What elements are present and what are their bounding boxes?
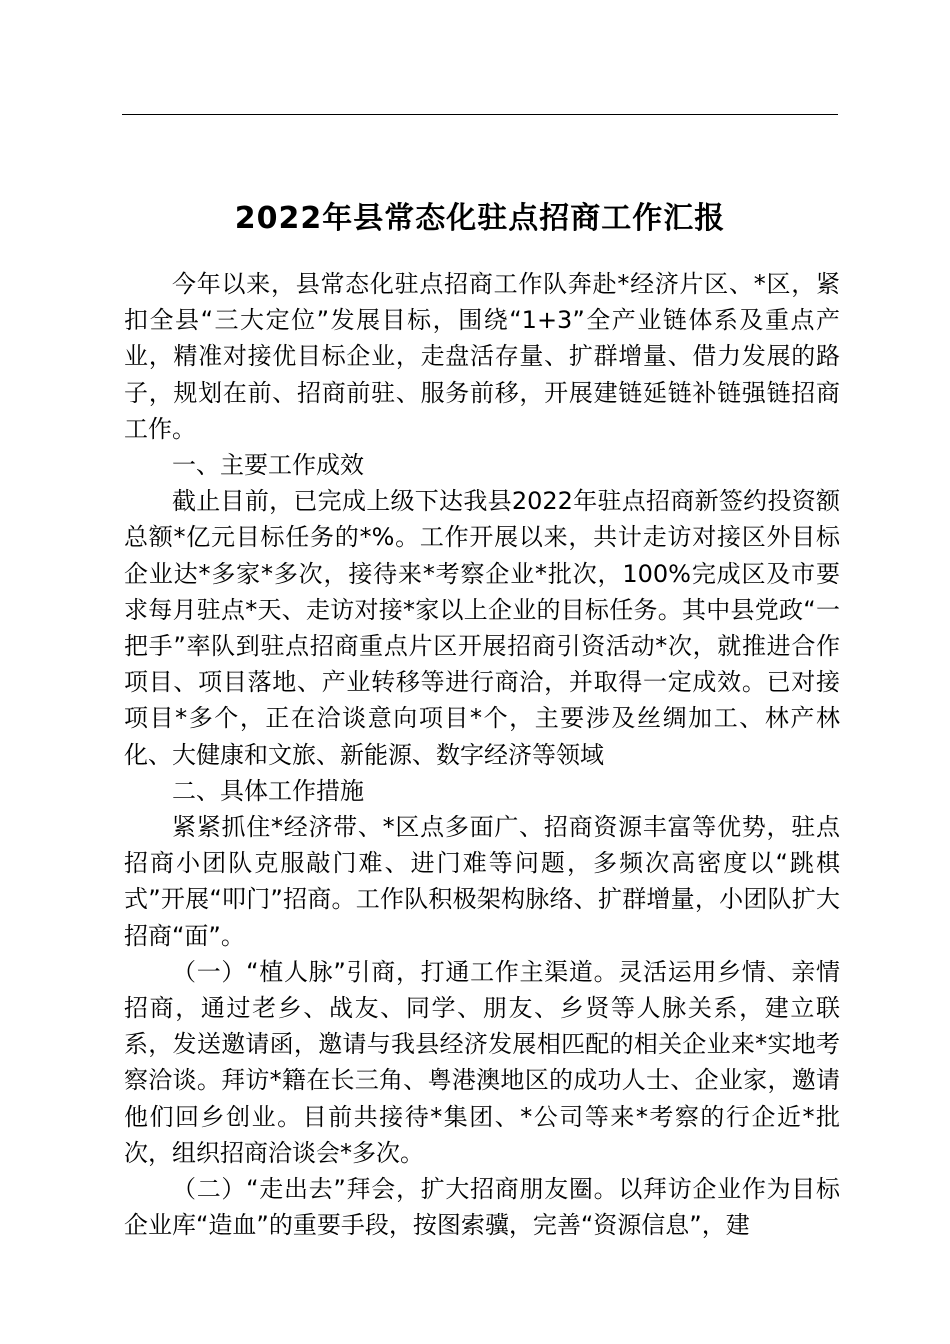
intro-paragraph: 今年以来，县常态化驻点招商工作队奔赴*经济片区、*区，紧扣全县“三大定位”发展目标，围绕“1+3”全产业链体系及重点产业，精准对接优目标企业，走盘活存量、扩群增量、借力发展的路子，规划在前、招商前驻、服务前移，开展建链延链补链强链招商工作。	[124, 270, 840, 443]
measure-one-paragraph: （一）“植人脉”引商，打通工作主渠道。灵活运用乡情、亲情招商，通过老乡、战友、同学、朋友、乡贤等人脉关系，建立联系，发送邀请函，邀请与我县经济发展相匹配的相关企业来*实地考察洽谈。拜访*籍在长三角、粤港澳地区的成功人士、企业家，邀请他们回乡创业。目前共接待*集团、*公司等来*考察的行企近*批次，组织招商洽谈会*多次。	[124, 957, 840, 1167]
document-title: 2022年县常态化驻点招商工作汇报	[234, 201, 726, 237]
document-body	[124, 266, 840, 1243]
section-heading-measures: 二、具体工作措施	[172, 776, 364, 805]
header-rule	[122, 114, 838, 115]
achievements-paragraph: 截止目前，已完成上级下达我县2022年驻点招商新签约投资额总额*亿元目标任务的*%。工作开展以来，共计走访对接区外目标企业达*多家*多次，接待来*考察企业*批次，100%完成区及市要求每月驻点*天、走访对接*家以上企业的目标任务。其中县党政“一把手”率队到驻点招商重点片区开展招商引资活动*次，就推进合作项目、项目落地、产业转移等进行商洽，并取得一定成效。已对接项目*多个，正在洽谈意向项目*个，主要涉及丝绸加工、林产林化、大健康和文旅、新能源、数字经济等领域	[124, 487, 840, 769]
measures-intro-paragraph: 紧紧抓住*经济带、*区点多面广、招商资源丰富等优势，驻点招商小团队克服敲门难、进门难等问题，多频次高密度以“跳棋式”开展“叩门”招商。工作队积极架构脉络、扩群增量，小团队扩大招商“面”。	[124, 813, 840, 950]
section-heading-achievements: 一、主要工作成效	[172, 451, 364, 480]
measure-two-paragraph: （二）“走出去”拜会，扩大招商朋友圈。以拜访企业作为目标企业库“造血”的重要手段，按图索骥，完善“资源信息”，建	[124, 1175, 840, 1240]
